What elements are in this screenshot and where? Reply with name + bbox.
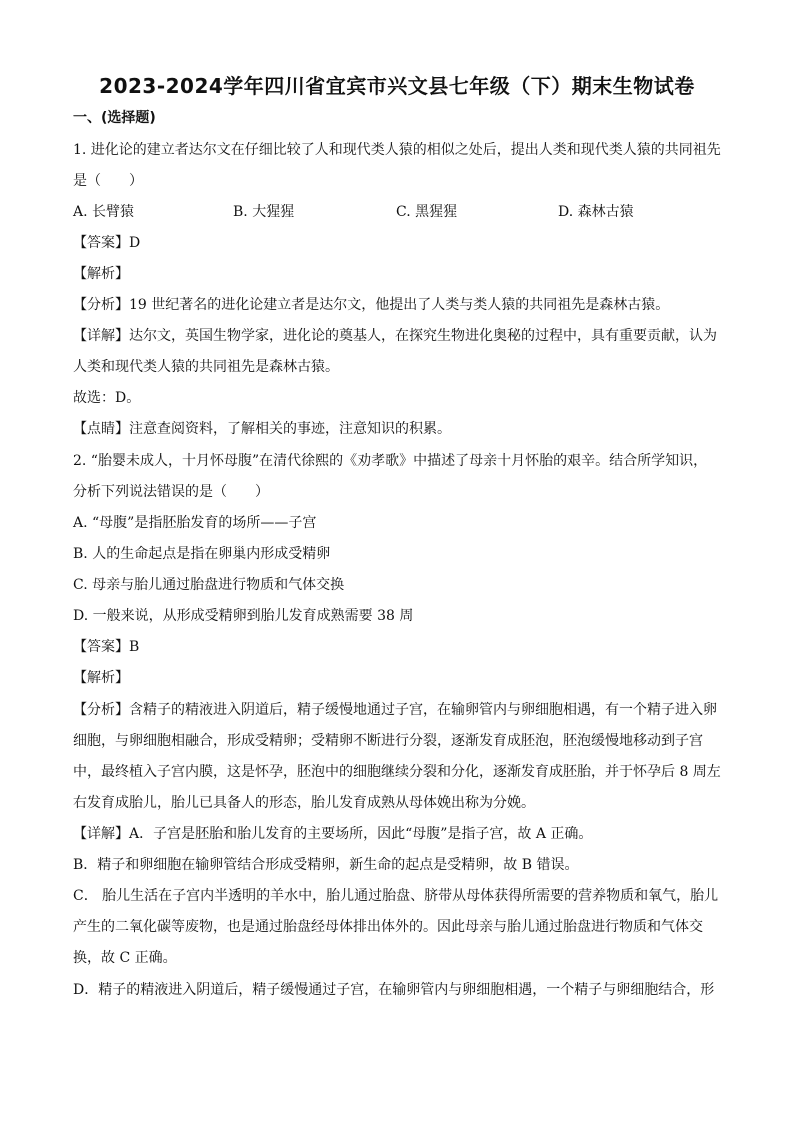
q2-xiangjie-a: 【详解】A．子宫是胚胎和胎儿发育的主要场所，因此“母腹”是指子宫，故 A 正确。 bbox=[73, 826, 593, 842]
q1-stem-line-1: 1. 进化论的建立者达尔文在仔细比较了人和现代类人猿的相似之处后，提出人类和现代类人猿的共同祖先 bbox=[73, 142, 721, 158]
q2-xiangjie-c-line-1: C． 胎儿生活在子宫内半透明的羊水中，胎儿通过胎盘、脐带从母体获得所需要的营养物质和氧气，胎儿 bbox=[73, 888, 719, 904]
q2-option-d: D. 一般来说，从形成受精卵到胎儿发育成熟需要 38 周 bbox=[73, 608, 414, 624]
q1-option-a: A. 长臂猿 bbox=[73, 204, 135, 220]
q2-fenxi-line-3: 中，最终植入子宫内膜，这是怀孕，胚泡中的细胞继续分裂和分化，逐渐发育成胚胎，并于怀孕后 8 周左 bbox=[73, 764, 721, 780]
page-title: 2023-2024学年四川省宜宾市兴文县七年级（下）期末生物试卷 bbox=[99, 74, 695, 98]
q2-stem-line-1: 2. “胎婴未成人，十月怀母腹”在清代徐熙的《劝孝歌》中描述了母亲十月怀胎的艰辛。结合所学知识， bbox=[73, 453, 708, 469]
q2-xiangjie-b: B．精子和卵细胞在输卵管结合形成受精卵，新生命的起点是受精卵，故 B 错误。 bbox=[73, 857, 579, 873]
q2-fenxi-line-4: 右发育成胎儿，胎儿已具备人的形态，胎儿发育成熟从母体娩出称为分娩。 bbox=[73, 795, 535, 811]
q2-xiangjie-c-line-3: 换，故 C 正确。 bbox=[73, 950, 177, 966]
q2-fenxi-line-2: 细胞，与卵细胞相融合，形成受精卵；受精卵不断进行分裂，逐渐发育成胚泡，胚泡缓慢地移动到子宫 bbox=[73, 733, 703, 749]
q1-option-b: B. 大猩猩 bbox=[233, 204, 295, 220]
q1-analysis-label: 【解析】 bbox=[73, 266, 129, 282]
q1-option-d: D. 森林古猿 bbox=[558, 204, 634, 220]
q1-xiangjie-line-2: 人类和现代类人猿的共同祖先是森林古猿。 bbox=[73, 359, 339, 375]
q2-option-a: A. “母腹”是指胚胎发育的场所——子宫 bbox=[73, 515, 317, 531]
q2-xiangjie-d: D．精子的精液进入阴道后，精子缓慢通过子宫，在输卵管内与卵细胞相遇，一个精子与卵细胞结合，形 bbox=[73, 982, 715, 998]
q2-analysis-label: 【解析】 bbox=[73, 670, 129, 686]
q2-option-c: C. 母亲与胎儿通过胎盘进行物质和气体交换 bbox=[73, 577, 345, 593]
q2-answer: 【答案】B bbox=[73, 639, 140, 655]
q1-dianjing: 【点睛】注意查阅资料，了解相关的事迹，注意知识的积累。 bbox=[73, 421, 451, 437]
q1-xiangjie-line-1: 【详解】达尔文，英国生物学家，进化论的奠基人，在探究生物进化奥秘的过程中，具有重要贡献，认为 bbox=[73, 328, 717, 344]
q1-answer: 【答案】D bbox=[73, 235, 141, 251]
q2-option-b: B. 人的生命起点是指在卵巢内形成受精卵 bbox=[73, 546, 331, 562]
q2-stem-line-2: 分析下列说法错误的是（ ） bbox=[73, 484, 269, 500]
q1-guxuan: 故选：D。 bbox=[73, 390, 141, 406]
q1-option-c: C. 黑猩猩 bbox=[396, 204, 458, 220]
q1-stem-line-2: 是（ ） bbox=[73, 173, 143, 189]
section-heading: 一、(选择题) bbox=[73, 110, 156, 126]
q1-fenxi: 【分析】19 世纪著名的进化论建立者是达尔文，他提出了人类与类人猿的共同祖先是森林古猿。 bbox=[73, 297, 670, 313]
q2-xiangjie-c-line-2: 产生的二氧化碳等废物，也是通过胎盘经母体排出体外的。因此母亲与胎儿通过胎盘进行物质和气体交 bbox=[73, 919, 703, 935]
q2-fenxi-line-1: 【分析】含精子的精液进入阴道后，精子缓慢地通过子宫，在输卵管内与卵细胞相遇，有一个精子进入卵 bbox=[73, 702, 717, 718]
